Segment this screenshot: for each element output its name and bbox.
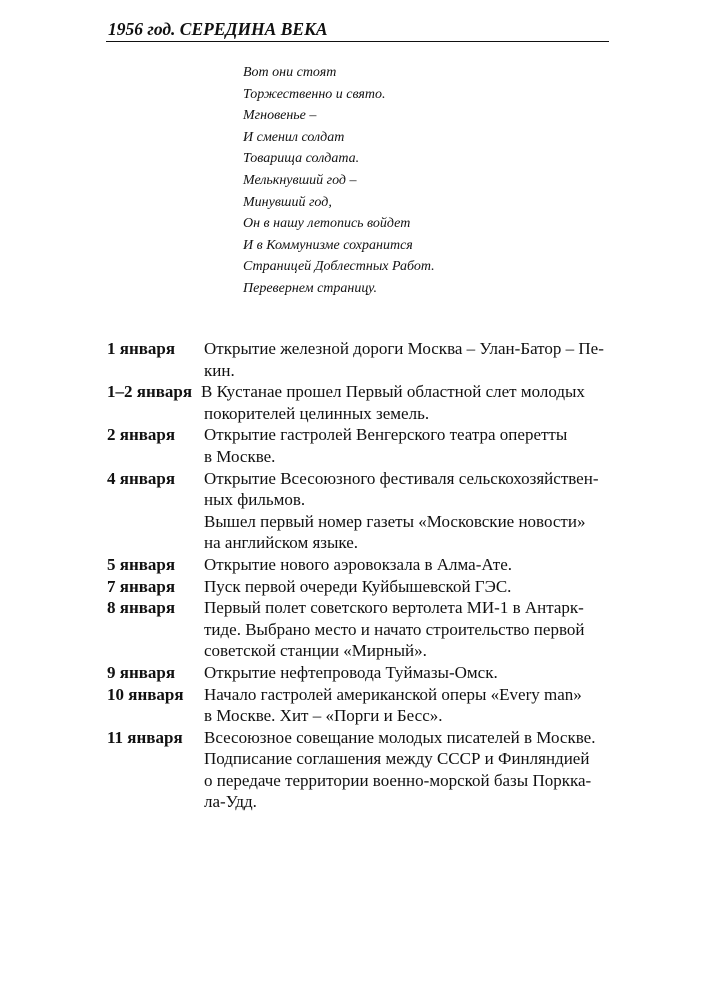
entry-date: 5 января (107, 554, 176, 574)
entry-text (201, 381, 607, 424)
entry-text-line: Первый полет советского вертолета МИ-1 в Антарк- (204, 598, 584, 618)
entry-date: 2 января (107, 425, 176, 445)
poem-line: Мелькнувший год – (243, 172, 357, 188)
chronicle-entry (107, 338, 607, 381)
poem-line: Перевернем страницу. (243, 280, 377, 296)
entry-text-line: Открытие железной дороги Москва – Улан-Батор – Пе- (204, 339, 604, 358)
entry-text-line: Всесоюзное совещание молодых писателей в Москве. (204, 727, 596, 747)
chronicle-entry (107, 727, 607, 813)
poem-line: Страницей Доблестных Работ. (243, 259, 435, 275)
entry-text (204, 576, 607, 598)
entry-date: 1 января (107, 339, 176, 358)
entry-text-line: В Кустанае прошел Первый областной слет молодых (201, 382, 585, 402)
chronicle-list (107, 338, 607, 813)
chronicle-entry (107, 468, 607, 554)
entry-text-line: Начало гастролей американской оперы «Every man» (204, 684, 582, 704)
entry-text-line: Вышел первый номер газеты «Московские новости» (204, 511, 586, 531)
entry-date: 10 января (107, 684, 184, 704)
poem-line: Товарища солдата. (243, 151, 360, 167)
poem-line: Он в нашу летопись войдет (243, 216, 411, 232)
poem-line: Минувший год, (243, 194, 332, 210)
entry-text-line: ных фильмов. (204, 490, 306, 510)
entry-text-line: Открытие гастролей Венгерского театра оперетты (204, 425, 568, 445)
entry-text-line: Открытие Всесоюзного фестиваля сельскохозяйствен- (204, 468, 599, 488)
chronicle-entry (107, 554, 607, 576)
entry-text-line: кин. (204, 360, 235, 380)
chronicle-entry (107, 381, 607, 424)
poem-line: И в Коммунизме сохранится (243, 237, 413, 253)
entry-text (204, 684, 607, 727)
entry-text (204, 338, 607, 381)
entry-text-line: Открытие нового аэровокзала в Алма-Ате. (204, 554, 513, 574)
entry-text (204, 662, 607, 684)
entry-date: 4 января (107, 468, 176, 488)
chronicle-entry (107, 424, 607, 467)
entry-text-line: о передаче территории военно-морской базы Поркка- (204, 770, 592, 790)
poem-line: Торжественно и свято. (243, 86, 386, 102)
chronicle-entry (107, 662, 607, 684)
entry-text-line: в Москве. Хит – «Порги и Бесс». (204, 706, 443, 726)
entry-text (204, 597, 607, 662)
poem-line: И сменил солдат (243, 129, 345, 145)
chronicle-entry (107, 576, 607, 598)
entry-text (204, 468, 607, 554)
entry-text-line: Подписание соглашения между СССР и Финляндией (204, 749, 590, 769)
running-head-title: 1956 год. СЕРЕДИНА ВЕКА (108, 19, 328, 39)
entry-text (204, 424, 607, 467)
entry-date: 9 января (107, 662, 176, 682)
entry-text-line: советской станции «Мирный». (204, 641, 427, 661)
entry-text (204, 554, 607, 576)
entry-text (204, 727, 607, 813)
entry-text-line: покорителей целинных земель. (204, 403, 430, 423)
entry-text-line: Пуск первой очереди Куйбышевской ГЭС. (204, 576, 512, 596)
entry-text-line: тиде. Выбрано место и начато строительство первой (204, 619, 585, 639)
poem-line: Вот они стоят (243, 65, 337, 80)
chronicle-entry (107, 597, 607, 662)
poem-line: Мгновенье – (243, 108, 317, 124)
entry-date: 7 января (107, 576, 176, 596)
entry-text-line: ла-Удд. (204, 792, 257, 812)
entry-date: 8 января (107, 598, 176, 618)
entry-text-line: на английском языке. (204, 533, 359, 553)
chronicle-entry (107, 684, 607, 727)
poem-epigraph (243, 62, 435, 300)
entry-text-line: в Москве. (204, 446, 276, 466)
entry-text-line: Открытие нефтепровода Туймазы-Омск. (204, 662, 498, 682)
entry-date: 1–2 января (107, 382, 193, 402)
running-head (106, 19, 609, 42)
entry-date: 11 января (107, 727, 183, 747)
